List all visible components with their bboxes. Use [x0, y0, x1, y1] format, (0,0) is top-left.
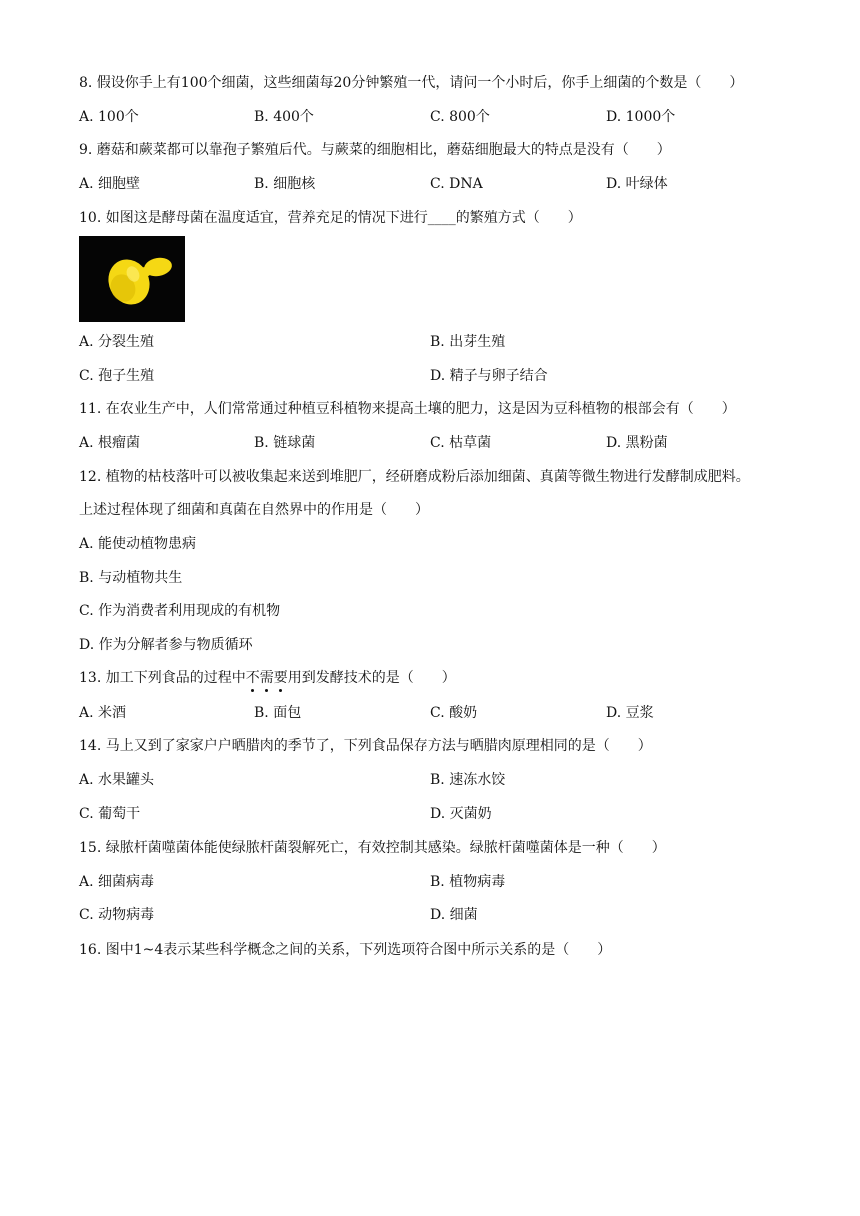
emphasis-dot	[251, 689, 254, 692]
q14-option-a[interactable]: A. 水果罐头	[79, 772, 155, 788]
q15-option-c[interactable]: C. 动物病毒	[79, 907, 155, 923]
q15-option-a[interactable]: A. 细菌病毒	[79, 874, 155, 890]
question-13-stem	[79, 668, 456, 688]
q8-option-c[interactable]: C. 800个	[430, 109, 490, 125]
q13-option-a[interactable]: A. 米酒	[79, 705, 127, 721]
q13-emphasis-text: 不需要	[245, 670, 288, 686]
q15-option-b[interactable]: B. 植物病毒	[430, 874, 506, 890]
q13-emphasis	[246, 668, 288, 688]
q13-option-d[interactable]: D. 豆浆	[606, 705, 654, 721]
q8-option-a[interactable]: A. 100个	[79, 109, 139, 125]
q8-option-d[interactable]: D. 1000个	[606, 109, 676, 125]
q14-option-b[interactable]: B. 速冻水饺	[430, 772, 506, 788]
question-16-stem: 16. 图中1~4表示某些科学概念之间的关系，下列选项符合图中所示关系的是（ ）	[79, 942, 612, 958]
q10-option-a[interactable]: A. 分裂生殖	[79, 334, 155, 350]
q12-option-d[interactable]: D. 作为分解者参与物质循环	[79, 637, 253, 653]
q9-option-c[interactable]: C. DNA	[430, 176, 483, 192]
question-8-stem: 8. 假设你手上有100个细菌，这些细菌每20分钟繁殖一代，请问一个小时后，你手上细菌的个数是（ ）	[79, 75, 744, 91]
q9-option-b[interactable]: B. 细胞核	[254, 176, 316, 192]
question-9-stem: 9. 蘑菇和蕨菜都可以靠孢子繁殖后代。与蕨菜的细胞相比，蘑菇细胞最大的特点是没有（ ）	[79, 142, 671, 158]
emphasis-dot	[265, 689, 268, 692]
q9-option-a[interactable]: A. 细胞壁	[79, 176, 141, 192]
q12-option-a[interactable]: A. 能使动植物患病	[79, 536, 197, 552]
question-12-stem-continued: 上述过程体现了细菌和真菌在自然界中的作用是（ ）	[79, 502, 429, 518]
q11-option-d[interactable]: D. 黑粉菌	[606, 435, 668, 451]
q14-option-d[interactable]: D. 灭菌奶	[430, 806, 492, 822]
q12-option-c[interactable]: C. 作为消费者利用现成的有机物	[79, 603, 281, 619]
q13-option-c[interactable]: C. 酸奶	[430, 705, 478, 721]
q10-option-b[interactable]: B. 出芽生殖	[430, 334, 506, 350]
q13-option-b[interactable]: B. 面包	[254, 705, 302, 721]
q13-stem-start: 13. 加工下列食品的过程中	[79, 670, 246, 686]
yeast-budding-image	[79, 236, 185, 322]
q9-option-d[interactable]: D. 叶绿体	[606, 176, 668, 192]
q12-option-b[interactable]: B. 与动植物共生	[79, 570, 183, 586]
q15-option-d[interactable]: D. 细菌	[430, 907, 478, 923]
q11-option-c[interactable]: C. 枯草菌	[430, 435, 492, 451]
question-14-stem: 14. 马上又到了家家户户晒腊肉的季节了，下列食品保存方法与晒腊肉原理相同的是（ ）	[79, 738, 652, 754]
emphasis-dot	[279, 689, 282, 692]
q13-stem-end: 用到发酵技术的是（ ）	[287, 670, 456, 686]
q11-option-a[interactable]: A. 根瘤菌	[79, 435, 141, 451]
q10-option-d[interactable]: D. 精子与卵子结合	[430, 368, 548, 384]
yeast-cell-graphic	[79, 236, 185, 322]
question-12-stem: 12. 植物的枯枝落叶可以被收集起来送到堆肥厂，经研磨成粉后添加细菌、真菌等微生物进行发酵制成肥料。	[79, 469, 750, 485]
question-11-stem: 11. 在农业生产中，人们常常通过种植豆科植物来提高土壤的肥力，这是因为豆科植物的根部会有（ ）	[79, 401, 736, 417]
q11-option-b[interactable]: B. 链球菌	[254, 435, 316, 451]
q14-option-c[interactable]: C. 葡萄干	[79, 806, 141, 822]
q10-option-c[interactable]: C. 孢子生殖	[79, 368, 155, 384]
q8-option-b[interactable]: B. 400个	[254, 109, 314, 125]
question-10-stem: 10. 如图这是酵母菌在温度适宜，营养充足的情况下进行____的繁殖方式（ ）	[79, 210, 582, 226]
question-15-stem: 15. 绿脓杆菌噬菌体能使绿脓杆菌裂解死亡，有效控制其感染。绿脓杆菌噬菌体是一种（ ）	[79, 840, 666, 856]
